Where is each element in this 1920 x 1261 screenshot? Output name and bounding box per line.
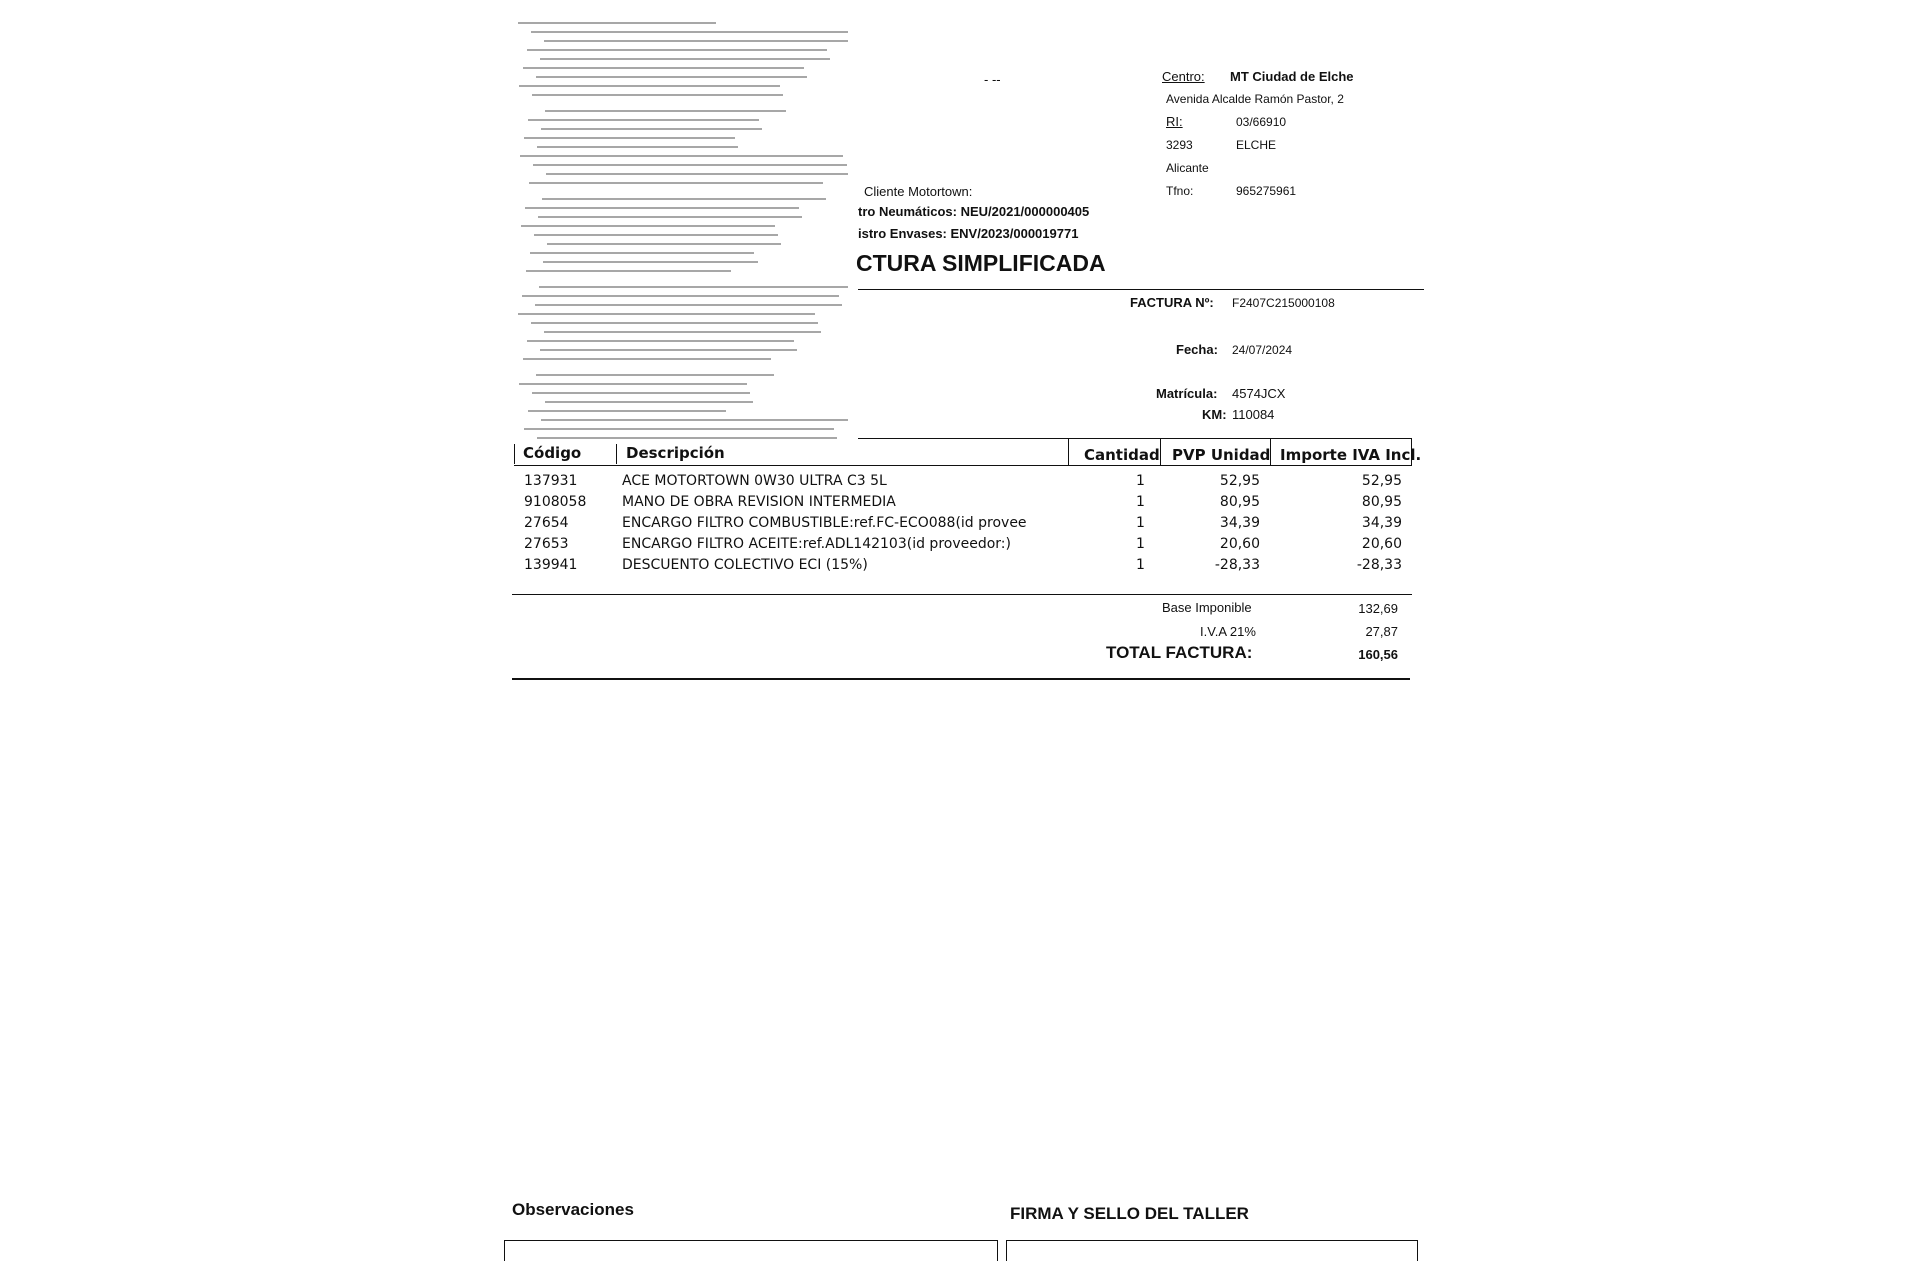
phone-value: 965275961: [1236, 184, 1297, 198]
base-value: 132,69: [1358, 601, 1398, 616]
factura-num-label: FACTURA Nº:: [1130, 295, 1214, 310]
title-rule: [858, 289, 1424, 290]
header-codigo: Código: [523, 444, 582, 462]
document-title: CTURA SIMPLIFICADA: [856, 250, 1106, 276]
firma-label: FIRMA Y SELLO DEL TALLER: [1010, 1204, 1249, 1223]
scan-noise-line: [545, 110, 786, 112]
cell-descripcion: ENCARGO FILTRO COMBUSTIBLE:ref.FC-ECO088(id provee: [622, 515, 1027, 531]
scan-noise-line: [524, 137, 735, 139]
cliente-line: Cliente Motortown:: [864, 184, 973, 199]
cell-importe: 20,60: [1361, 536, 1402, 552]
cell-pvp: 52,95: [1219, 473, 1260, 489]
city: ELCHE: [1236, 138, 1277, 152]
table-row: [510, 515, 1410, 535]
scan-noise-line: [534, 234, 778, 236]
centro-name: MT Ciudad de Elche: [1230, 69, 1354, 84]
scan-noise-line: [524, 428, 834, 430]
iva-label: I.V.A 21%: [1200, 624, 1256, 639]
scan-noise-line: [518, 22, 716, 24]
cell-pvp: 80,95: [1219, 494, 1260, 510]
cell-codigo: 9108058: [524, 494, 587, 510]
scan-noise-line: [522, 295, 839, 297]
cell-cantidad: 1: [1136, 473, 1145, 489]
scan-noise-line: [531, 322, 818, 324]
header-importe: Importe IVA Incl.: [1280, 446, 1422, 464]
scan-noise-line: [526, 270, 731, 272]
cell-cantidad: 1: [1136, 536, 1145, 552]
scan-noise-line: [536, 76, 807, 78]
registro-envases: istro Envases: ENV/2023/000019771: [858, 226, 1079, 241]
scan-noise-line: [532, 392, 750, 394]
km-label: KM:: [1202, 407, 1227, 422]
km-value: 110084: [1232, 407, 1275, 422]
scan-noise-line: [539, 286, 848, 288]
scan-noise-line: [523, 358, 771, 360]
observaciones-box: [504, 1240, 998, 1261]
cell-descripcion: DESCUENTO COLECTIVO ECI (15%): [622, 557, 868, 573]
table-row: [510, 494, 1410, 514]
scan-noise-line: [544, 40, 848, 42]
province: Alicante: [1166, 161, 1209, 175]
scan-noise-line: [530, 252, 754, 254]
table-row: [510, 536, 1410, 556]
registro-neumaticos: tro Neumáticos: NEU/2021/000000405: [858, 204, 1090, 219]
cell-cantidad: 1: [1136, 515, 1145, 531]
header-cantidad: Cantidad: [1084, 446, 1160, 464]
scan-noise-line: [521, 225, 775, 227]
scan-noise-line: [532, 94, 783, 96]
scan-noise-line: [547, 243, 781, 245]
scan-noise-line: [523, 67, 804, 69]
cell-codigo: 137931: [524, 473, 578, 489]
base-label: Base Imponible: [1162, 600, 1252, 615]
items-bottom-rule: [512, 594, 1412, 595]
cell-codigo: 27653: [524, 536, 569, 552]
centro-address: Avenida Alcalde Ramón Pastor, 2: [1166, 92, 1344, 106]
scan-noise-line: [527, 340, 794, 342]
scan-noise-line: [538, 216, 802, 218]
scan-noise-line: [528, 119, 759, 121]
scan-noise-line: [520, 155, 843, 157]
scan-noise-area: [518, 22, 848, 442]
cell-importe: 52,95: [1361, 473, 1402, 489]
scan-noise-line: [537, 146, 738, 148]
scan-noise-line: [541, 419, 848, 421]
col-divider: [1160, 438, 1161, 466]
cell-descripcion: MANO DE OBRA REVISION INTERMEDIA: [622, 494, 896, 510]
scan-noise-line: [529, 182, 823, 184]
fecha-value: 24/07/2024: [1232, 343, 1293, 357]
scan-noise-line: [542, 198, 826, 200]
scan-noise-line: [525, 207, 799, 209]
scan-noise-line: [533, 164, 847, 166]
cell-pvp: -28,33: [1214, 557, 1260, 573]
header-pvp: PVP Unidad: [1172, 446, 1271, 464]
col-divider: [514, 444, 515, 464]
table-top-rule: [858, 438, 1412, 439]
cell-codigo: 139941: [524, 557, 578, 573]
table-row: [510, 473, 1410, 493]
scan-noise-line: [519, 85, 780, 87]
fecha-label: Fecha:: [1176, 342, 1218, 357]
scan-noise-line: [531, 31, 848, 33]
scan-noise-line: [518, 313, 815, 315]
scan-noise-line: [546, 173, 848, 175]
cell-pvp: 34,39: [1219, 515, 1260, 531]
col-divider: [616, 444, 617, 464]
scan-noise-line: [519, 383, 747, 385]
cell-importe: -28,33: [1356, 557, 1402, 573]
firma-box: [1006, 1240, 1418, 1261]
scan-dash: - --: [984, 72, 1001, 87]
cell-descripcion: ACE MOTORTOWN 0W30 ULTRA C3 5L: [622, 473, 887, 489]
scan-noise-line: [540, 58, 830, 60]
cell-importe: 34,39: [1361, 515, 1402, 531]
scan-noise-line: [541, 128, 762, 130]
phone-label: Tfno:: [1166, 184, 1194, 198]
total-label: TOTAL FACTURA:: [1106, 643, 1253, 662]
cell-descripcion: ENCARGO FILTRO ACEITE:ref.ADL142103(id proveedor:): [622, 536, 1011, 552]
ri-value: 03/66910: [1236, 115, 1287, 129]
ri-label: RI:: [1166, 114, 1183, 129]
postal-code: 3293: [1166, 138, 1193, 152]
total-value: 160,56: [1358, 647, 1398, 662]
scan-noise-line: [527, 49, 827, 51]
scan-noise-line: [528, 410, 726, 412]
factura-num: F2407C215000108: [1232, 296, 1335, 310]
col-divider: [1068, 438, 1069, 466]
matricula-label: Matrícula:: [1156, 386, 1218, 401]
centro-label: Centro:: [1162, 69, 1205, 84]
cell-codigo: 27654: [524, 515, 569, 531]
header-bottom-rule: [514, 465, 1412, 466]
matricula-value: 4574JCX: [1232, 386, 1286, 401]
cell-importe: 80,95: [1361, 494, 1402, 510]
totals-bottom-rule: [512, 678, 1410, 680]
scan-noise-line: [537, 437, 837, 439]
scan-noise-line: [540, 349, 797, 351]
iva-value: 27,87: [1365, 624, 1398, 639]
table-row: [510, 557, 1410, 577]
scan-noise-line: [545, 401, 753, 403]
cell-cantidad: 1: [1136, 494, 1145, 510]
scan-noise-line: [536, 374, 774, 376]
cell-pvp: 20,60: [1219, 536, 1260, 552]
scan-noise-line: [544, 331, 821, 333]
observaciones-label: Observaciones: [512, 1200, 634, 1219]
scan-noise-line: [543, 261, 758, 263]
header-descripcion: Descripción: [626, 444, 725, 462]
cell-cantidad: 1: [1136, 557, 1145, 573]
scan-noise-line: [535, 304, 842, 306]
